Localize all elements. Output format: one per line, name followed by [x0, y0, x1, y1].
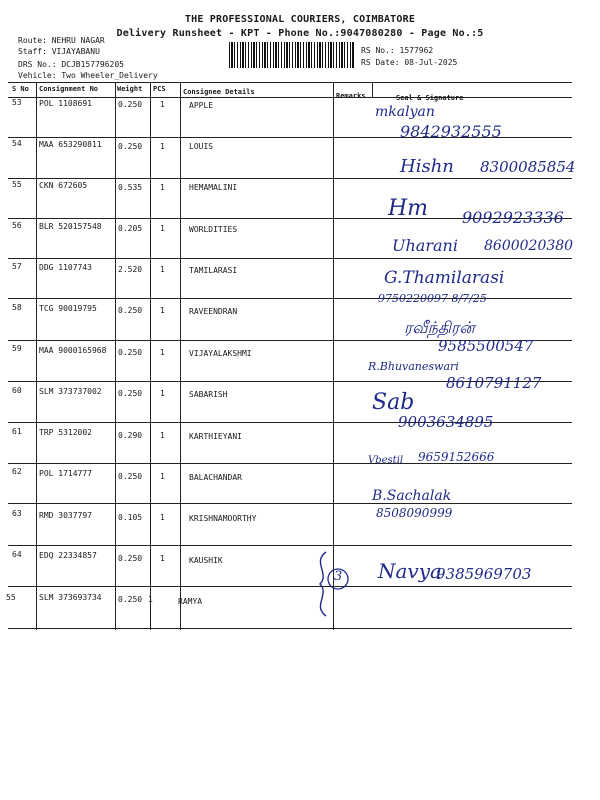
route-label: Route: NEHRU NAGAR	[18, 36, 105, 45]
row-weight: 0.105	[118, 513, 143, 522]
col-header-consignment: Consignment No	[39, 85, 99, 93]
handwritten-signature: Hm	[388, 196, 429, 221]
row-pcs: 1	[160, 513, 165, 522]
handwritten-signature: mkalyan	[375, 104, 435, 120]
row-consignee: LOUIS	[189, 142, 214, 151]
row-separator	[8, 298, 572, 299]
row-sno: 58	[12, 303, 22, 312]
row-consignment: POL 1108691	[39, 99, 92, 108]
col-header-pcs: PCS	[153, 85, 166, 93]
column-divider	[36, 82, 37, 630]
row-sno: 57	[12, 262, 22, 271]
row-pcs: 1	[160, 265, 165, 274]
table-bottom-border	[8, 628, 572, 629]
row-pcs: 1	[160, 224, 165, 233]
handwritten-signature: Sab	[372, 390, 415, 415]
row-consignee: WORLDITIES	[189, 225, 238, 234]
handwritten-phone: 8508090999	[376, 506, 453, 520]
row-consignment: SLM 373693734	[39, 593, 102, 602]
row-consignee: RAMYA	[178, 597, 203, 606]
column-divider	[150, 82, 151, 630]
handwritten-signature: ரவீந்திரன்	[404, 318, 475, 337]
staff-label: Staff: VIJAYABANU	[18, 47, 100, 56]
row-weight: 0.250	[118, 306, 143, 315]
row-consignment: CKN 672605	[39, 181, 88, 190]
col-header-signature: Seal & Signature	[396, 94, 464, 102]
drs-label: DRS No.: DCJB157796205	[18, 60, 124, 69]
handwritten-signature: Vbestil	[368, 455, 404, 466]
handwritten-phone: 8300085854	[480, 158, 576, 176]
row-sno: 55	[12, 180, 22, 189]
row-weight: 0.250	[118, 595, 143, 604]
row-weight: 0.205	[118, 224, 143, 233]
handwritten-signature: Hishn	[400, 156, 454, 177]
company-title: THE PROFESSIONAL COURIERS, COIMBATORE	[184, 14, 416, 25]
row-weight: 0.250	[118, 100, 143, 109]
column-divider	[115, 82, 116, 630]
row-separator	[8, 258, 572, 259]
row-consignee: APPLE	[189, 101, 214, 110]
row-consignee: SABARISH	[189, 390, 228, 399]
row-separator	[8, 178, 572, 179]
row-sno: 62	[12, 467, 22, 476]
col-header-sno: S No	[12, 85, 29, 93]
row-consignment: RMD 3037797	[39, 511, 92, 520]
row-pcs: 1	[160, 431, 165, 440]
row-sno: 60	[12, 386, 22, 395]
row-weight: 0.535	[118, 183, 143, 192]
col-header-remarks: Remarks	[336, 92, 366, 100]
row-weight: 0.290	[118, 431, 143, 440]
handwritten-phone: 9003634895	[398, 413, 494, 431]
row-consignment: SLM 373737002	[39, 387, 102, 396]
row-weight: 0.250	[118, 142, 143, 151]
row-pcs: 1	[160, 183, 165, 192]
row-pcs: 1	[160, 306, 165, 315]
row-separator	[8, 503, 572, 504]
row-separator	[8, 586, 572, 587]
row-pcs: 1	[148, 595, 153, 604]
row-consignee: KARTHIEYANI	[189, 432, 242, 441]
row-sno: 59	[12, 344, 22, 353]
row-pcs: 1	[160, 472, 165, 481]
row-pcs: 1	[160, 554, 165, 563]
handwritten-signature: Navya	[378, 559, 442, 583]
bracket-mark-icon	[308, 548, 358, 620]
row-consignment: BLR 520157548	[39, 222, 102, 231]
row-pcs: 1	[160, 348, 165, 357]
row-consignment: MAA 653290811	[39, 140, 102, 149]
column-divider	[180, 82, 181, 630]
handwritten-phone: 9750220097 8/7/25	[378, 292, 487, 305]
table-top-border	[8, 82, 572, 83]
row-weight: 2.520	[118, 265, 143, 274]
handwritten-phone: 9842932555	[400, 122, 502, 141]
row-sno: 61	[12, 427, 22, 436]
rs-date: RS Date: 08-Jul-2025	[361, 58, 458, 67]
header-bottom-border	[8, 97, 572, 98]
handwritten-phone: 9385969703	[436, 565, 532, 583]
row-sno: 53	[12, 98, 22, 107]
handwritten-signature: Uharani	[392, 236, 458, 255]
row-consignment: TRP 5312002	[39, 428, 92, 437]
row-weight: 0.250	[118, 554, 143, 563]
col-header-consignee: Consignee Details	[183, 88, 255, 96]
row-consignment: DDG 1107743	[39, 263, 92, 272]
row-consignee: KRISHNAMOORTHY	[189, 514, 257, 523]
runsheet-subtitle: Delivery Runsheet - KPT - Phone No.:9047080280 - Page No.:5	[116, 28, 484, 39]
row-weight: 0.250	[118, 348, 143, 357]
row-consignee: TAMILARASI	[189, 266, 238, 275]
row-consignment: POL 1714777	[39, 469, 92, 478]
row-separator	[8, 545, 572, 546]
row-sno: 56	[12, 221, 22, 230]
row-pcs: 1	[160, 389, 165, 398]
handwritten-signature: B.Sachalak	[372, 488, 452, 504]
handwritten-signature: G.Thamilarasi	[384, 268, 505, 288]
row-sno: 64	[12, 550, 22, 559]
remark-number: 3	[334, 569, 343, 584]
row-weight: 0.250	[118, 472, 143, 481]
row-pcs: 1	[160, 100, 165, 109]
column-divider	[372, 82, 373, 98]
col-header-weight: Weight	[117, 85, 143, 93]
row-consignment: TCG 90019795	[39, 304, 97, 313]
barcode-image	[229, 42, 354, 68]
handwritten-phone: 8600020380	[484, 238, 574, 254]
handwritten-phone: 9092923336	[462, 208, 564, 227]
handwritten-phone: 9585500547	[438, 337, 534, 355]
row-consignee: BALACHANDAR	[189, 473, 242, 482]
row-consignee: VIJAYALAKSHMI	[189, 349, 252, 358]
row-sno: 55	[6, 593, 16, 602]
row-pcs: 1	[160, 142, 165, 151]
handwritten-signature: R.Bhuvaneswari	[368, 360, 459, 373]
vehicle-label: Vehicle: Two Wheeler_Delivery	[18, 71, 158, 80]
handwritten-phone: 8610791127	[446, 374, 542, 392]
row-weight: 0.250	[118, 389, 143, 398]
row-consignment: EDQ 22334857	[39, 551, 97, 560]
handwritten-phone: 9659152666	[418, 450, 495, 464]
row-consignee: KAUSHIK	[189, 556, 223, 565]
row-sno: 63	[12, 509, 22, 518]
row-consignee: HEMAMALINI	[189, 183, 238, 192]
row-consignee: RAVEENDRAN	[189, 307, 238, 316]
row-sno: 54	[12, 139, 22, 148]
rs-number: RS No.: 1577962	[361, 46, 434, 55]
bracket-stroke	[320, 552, 326, 616]
row-consignment: MAA 9000165968	[39, 346, 107, 355]
